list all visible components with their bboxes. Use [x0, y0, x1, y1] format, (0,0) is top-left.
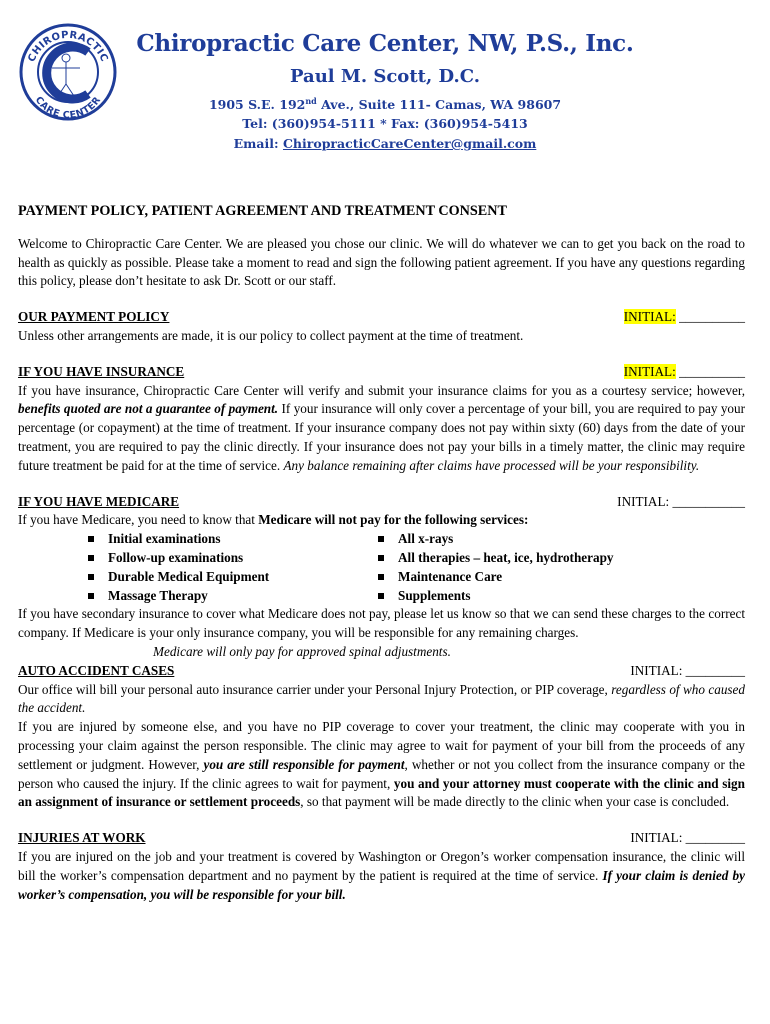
medicare-secondary: If you have secondary insurance to cover what Medicare does not pay, please let us know so that we can send these charges to the correct company. If Medicare is your only insurance company, you will be responsible for any remaining charges. [18, 606, 745, 641]
list-item: Initial examinations [82, 530, 372, 549]
list-item: Follow-up examinations [82, 549, 372, 568]
work-injury-header [18, 829, 745, 848]
document-body [18, 202, 745, 904]
practice-name: Chiropractic Care Center, NW, P.S., Inc. [136, 30, 634, 57]
list-item: Massage Therapy [82, 587, 372, 606]
initial-field[interactable]: INITIAL: ___________ [617, 493, 745, 509]
phone-fax: Tel: (360)954-5111 * Fax: (360)954-5413 [242, 116, 528, 131]
payment-policy-header [18, 308, 745, 327]
email-line: Email: ChiropracticCareCenter@gmail.com [233, 136, 537, 151]
section-heading: IF YOU HAVE INSURANCE [18, 363, 185, 379]
insurance-text: If you have insurance, Chiropractic Care Center will verify and submit your insurance claims for you as a courtesy service; however, benefits quoted are not a guarantee of payment. If your insurance will only cover a percentage of your bill, you are required to pay your percentage (or copayment) at the time of treatment. If your insurance company does not pay within sixty (60) days from the date of your treatment, you are required to pay the clinic directly. If your insurance does not pay your bills in a timely matter, the clinic may require future treatment be paid for at the time of service. Any balance remaining after claims have processed will be your responsibility. [18, 382, 745, 473]
intro-paragraph: Welcome to Chiropractic Care Center. We are pleased you chose our clinic. We will do whatever we can to get you back on the road to health as quickly as possible. Please take a moment to read and sign the following patient agreement. If you have any questions regarding this policy, please don’t hesitate to ask Dr. Scott or our staff. [18, 235, 745, 289]
section-heading: AUTO ACCIDENT CASES [18, 662, 175, 678]
list-item: All therapies – heat, ice, hydrotherapy [372, 549, 672, 568]
logo-text-bottom: CARE CENTER [32, 94, 104, 122]
list-item: Durable Medical Equipment [82, 568, 372, 587]
auto-text-1: Our office will bill your personal auto insurance carrier under your Personal Injury Protection, or PIP coverage, regardless of who caused the accident. [18, 681, 746, 716]
list-item: Maintenance Care [372, 568, 672, 587]
email-link[interactable]: ChiropracticCareCenter@gmail.com [282, 136, 537, 151]
doctor-name: Paul M. Scott, D.C. [289, 66, 480, 87]
list-item: All x-rays [372, 530, 672, 549]
work-text: If you are injured on the job and your treatment is covered by Washington or Oregon’s worker compensation insurance, the clinic will bill the worker’s compensation department and no payment by the patient is required at the time of service. If your claim is denied by worker’s compensation, you will be responsible for your bill. [18, 848, 745, 902]
medicare-services-list [82, 530, 745, 605]
logo-text-top: CHIROPRACTIC [26, 29, 110, 64]
payment-policy-text: Unless other arrangements are made, it is our policy to collect payment at the time of treatment. [18, 327, 524, 343]
insurance-header [18, 363, 745, 382]
auto-accident-header [18, 662, 745, 681]
initial-field[interactable]: INITIAL: __________ [623, 309, 745, 325]
medicare-header [18, 493, 745, 512]
section-heading: OUR PAYMENT POLICY [18, 309, 170, 325]
practice-address: 1905 S.E. 192nd Ave., Suite 111- Camas, WA 98607 [208, 96, 562, 113]
section-heading: INJURIES AT WORK [18, 830, 146, 846]
initial-field[interactable]: INITIAL: __________ [623, 363, 745, 379]
initial-field[interactable]: INITIAL: _________ [630, 830, 745, 846]
page-title: PAYMENT POLICY, PATIENT AGREEMENT AND TREATMENT CONSENT [18, 203, 507, 219]
initial-field[interactable]: INITIAL: _________ [630, 662, 745, 678]
list-item: Supplements [372, 587, 672, 606]
auto-text-2: If you are injured by someone else, and you have no PIP coverage to cover your treatment, the clinic may cooperate with you in processing your claim against the person responsible. The clinic may agree to wait for payment of your bill from the proceeds of any settlement or judgment. However, you are still responsible for payment, whether or not you collect from the insurance company or the person who caused the injury. If the clinic agrees to wait for payment, you and your attorney must cooperate with the clinic and sign an assignment of insurance or settlement proceeds, so that payment will be made directly to the clinic when your case is concluded. [18, 719, 745, 810]
medicare-note: Medicare will only pay for approved spinal adjustments. [153, 643, 451, 659]
medicare-intro: If you have Medicare, you need to know that Medicare will not pay for the following services: [18, 512, 529, 528]
clinic-logo [18, 22, 118, 122]
section-heading: IF YOU HAVE MEDICARE [18, 493, 180, 509]
